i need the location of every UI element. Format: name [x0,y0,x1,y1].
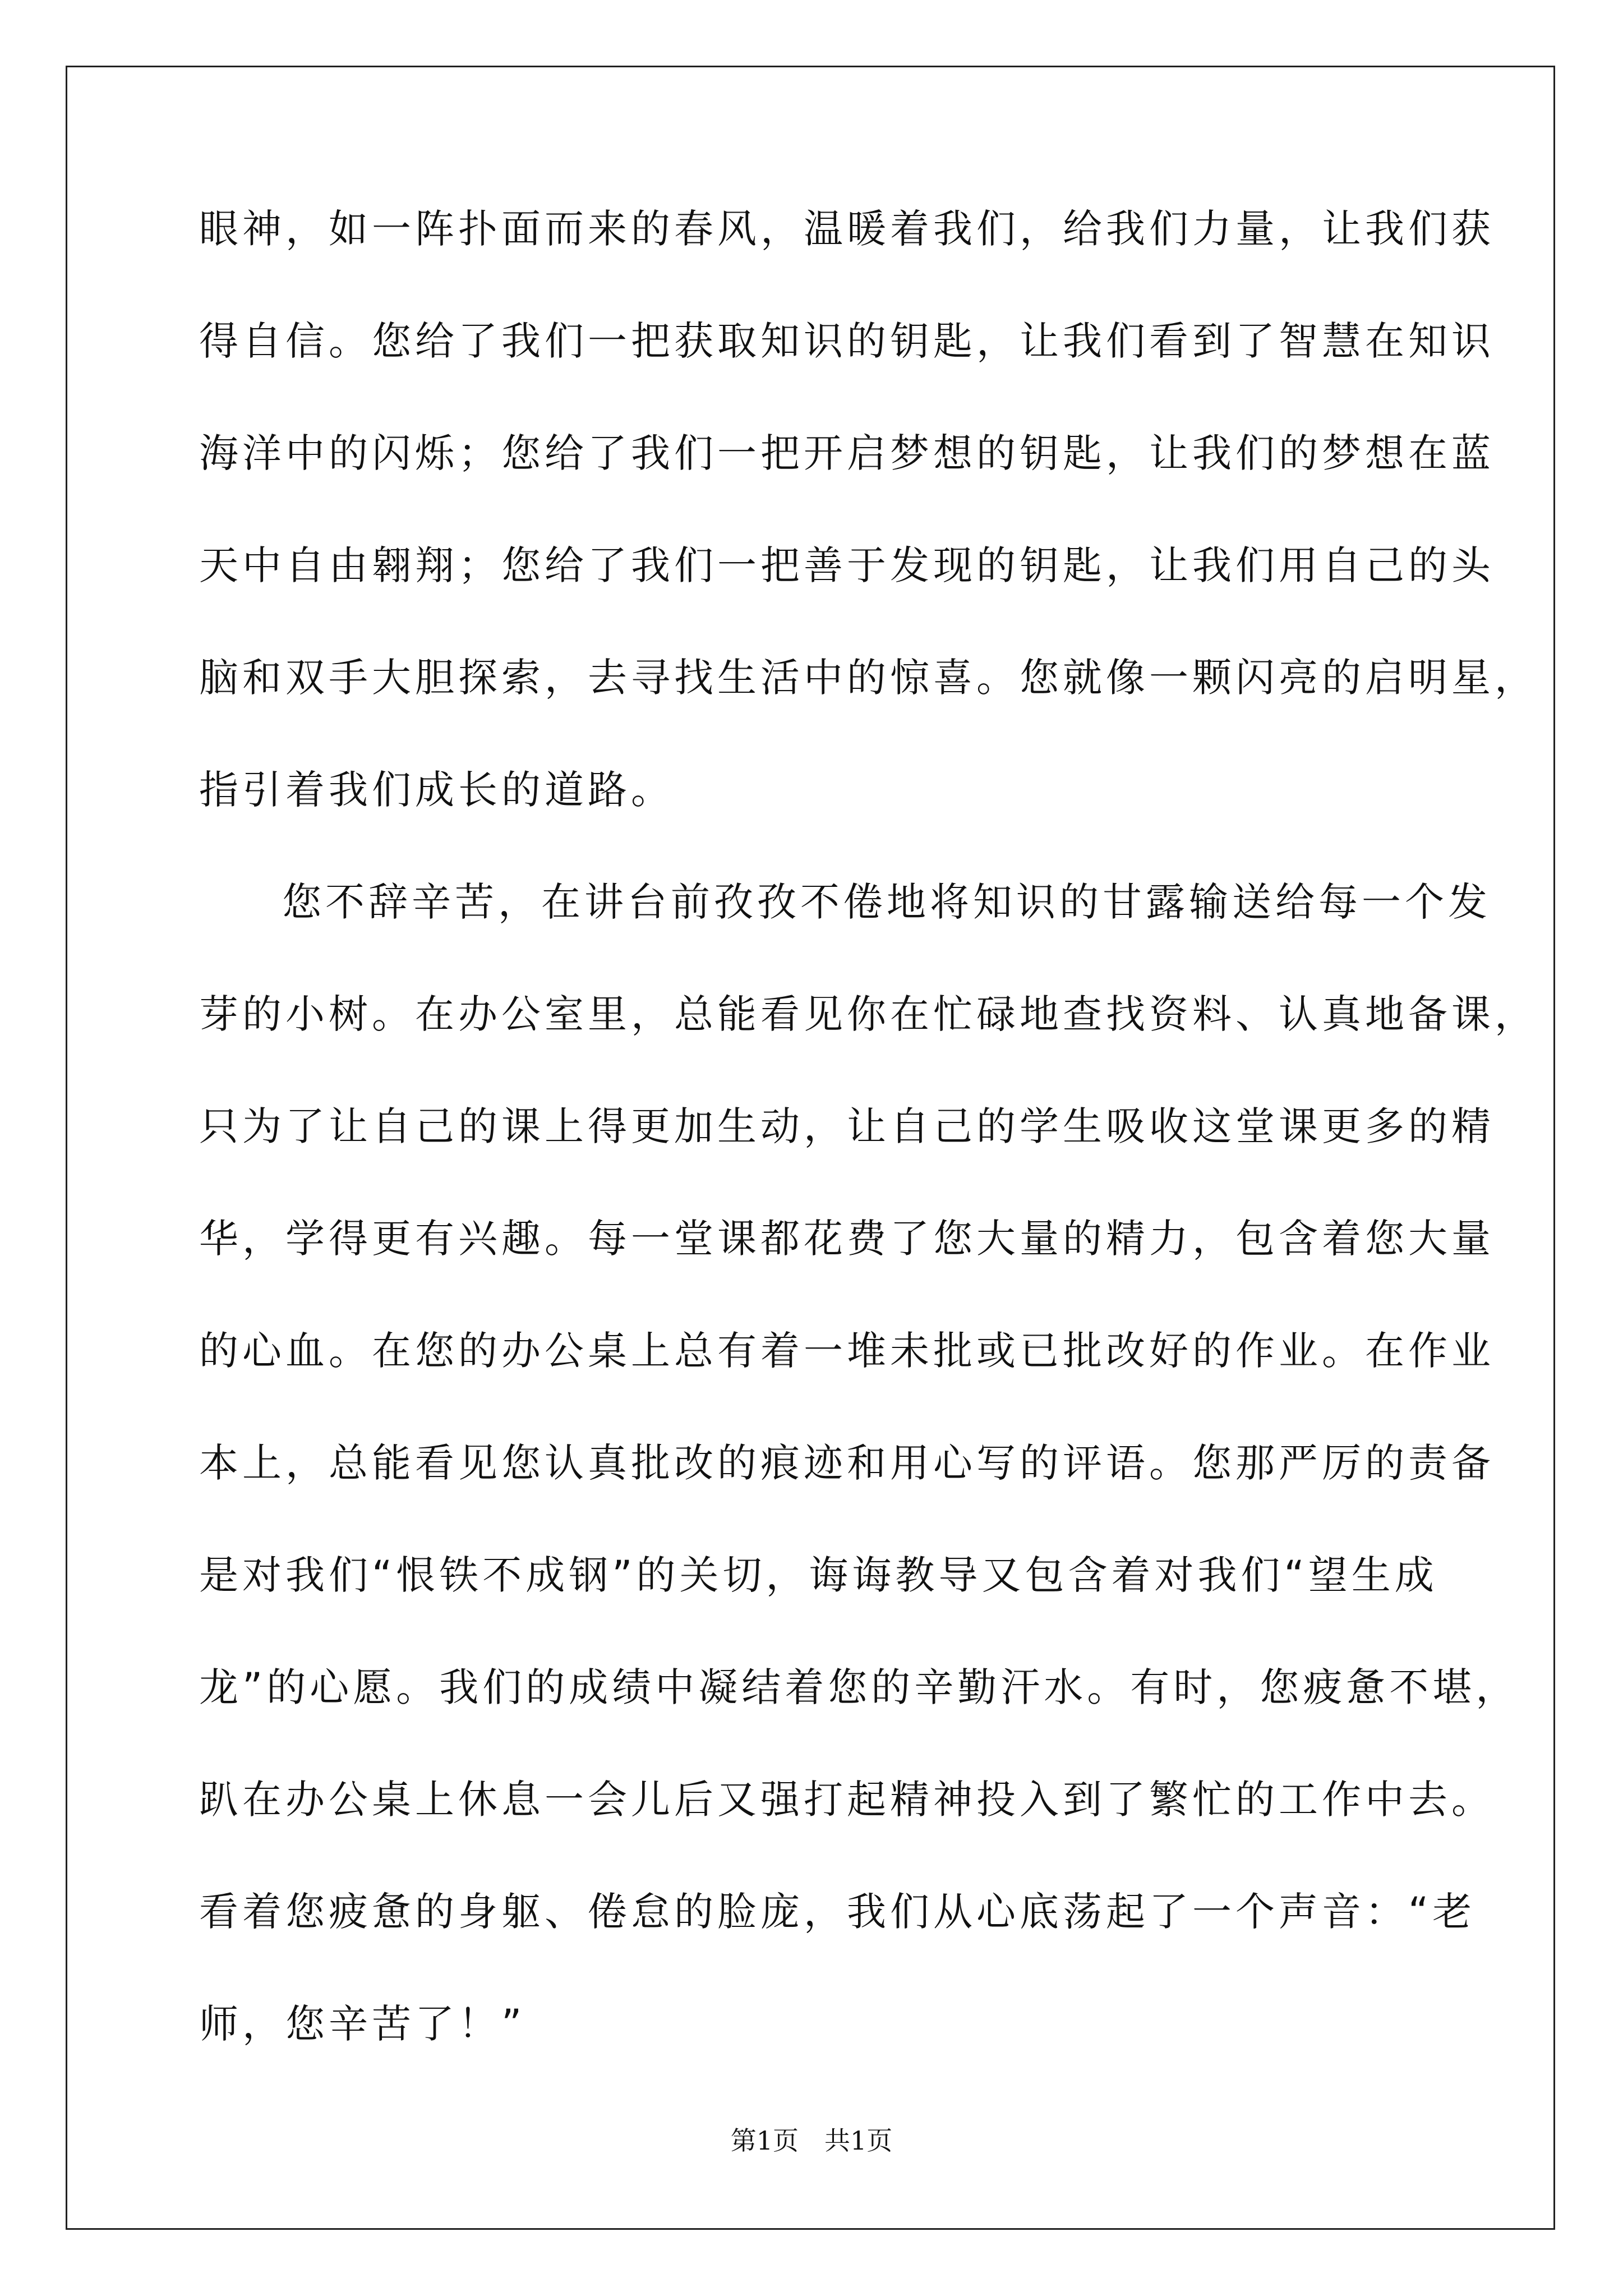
text-line: 脑和双手大胆探索，去寻找生活中的惊喜。您就像一颗闪亮的启明星， [199,655,1538,701]
text-line: 天中自由翱翔；您给了我们一把善于发现的钥匙，让我们用自己的头 [199,542,1495,588]
text-line: 只为了让自己的课上得更加生动，让自己的学生吸收这堂课更多的精 [199,1103,1495,1149]
text-line: 看着您疲惫的身躯、倦怠的脸庞，我们从心底荡起了一个声音：“老 [199,1889,1476,1935]
text-line: 指引着我们成长的道路。 [199,767,674,813]
text-line: 得自信。您给了我们一把获取知识的钥匙，让我们看到了智慧在知识 [199,318,1495,364]
text-line: 本上，总能看见您认真批改的痕迹和用心写的评语。您那严厉的责备 [199,1440,1495,1486]
text-line: 华，学得更有兴趣。每一堂课都花费了您大量的精力，包含着您大量 [199,1216,1495,1262]
text-line: 是对我们“恨铁不成钢”的关切，诲诲教导又包含着对我们“望生成 [199,1552,1438,1598]
text-line: 师，您辛苦了！” [199,2001,526,2047]
text-line: 海洋中的闪烁；您给了我们一把开启梦想的钥匙，让我们的梦想在蓝 [199,430,1495,476]
paragraph-start-line: 您不辞辛苦，在讲台前孜孜不倦地将知识的甘露输送给每一个发 [282,879,1491,925]
document-body [199,206,1538,2115]
text-line: 龙”的心愿。我们的成绩中凝结着您的辛勤汗水。有时，您疲惫不堪， [199,1664,1519,1710]
text-line: 的心血。在您的办公桌上总有着一堆未批或已批改好的作业。在作业 [199,1328,1495,1374]
text-line: 眼神，如一阵扑面而来的春风，温暖着我们，给我们力量，让我们获 [199,206,1495,252]
page-number-footer: 第1页 共1页 [730,2125,893,2156]
text-line: 芽的小树。在办公室里，总能看见你在忙碌地查找资料、认真地备课， [199,991,1538,1037]
text-line: 趴在办公桌上休息一会儿后又强打起精神投入到了繁忙的工作中去。 [199,1777,1495,1823]
